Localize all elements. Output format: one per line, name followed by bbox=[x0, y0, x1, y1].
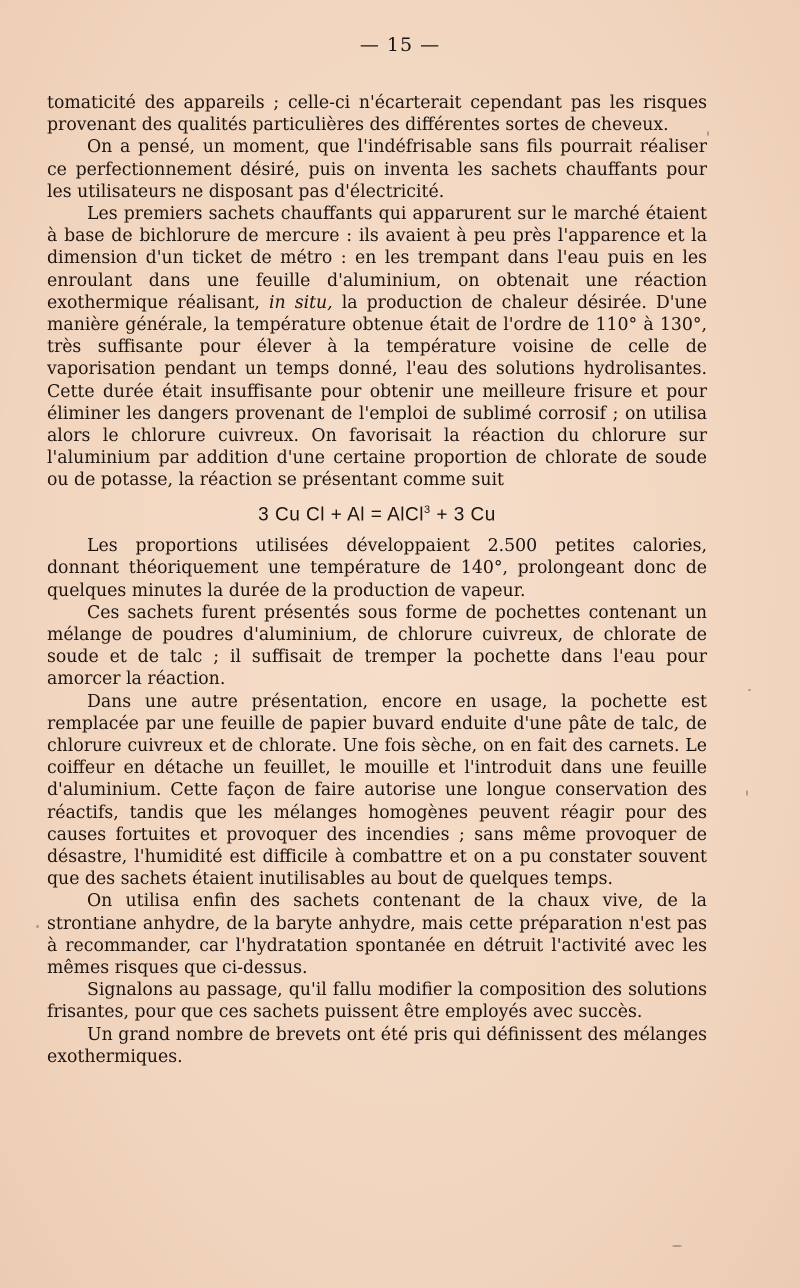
paragraph-pochettes: Ces sachets furent présentés sous forme de pochettes contenant un mélange de poudres d'aluminium, de chlorure cuivreux, de chlorate de soude et de talc ; il suffisait de tremper la pochette dans l'eau pour amorcer la réaction. bbox=[47, 602, 707, 690]
paragraph-text: Les premiers sachets chauffants qui apparurent sur le marché étaient à base de bichlorure de mercure : ils avaient à peu près l'apparence et la dimension d'un ticket de métro : en les trempant dans l'eau puis en les enroulant dans une feuille d'aluminium, on obtenait une réaction exothermique réalisant, bbox=[47, 204, 707, 313]
paper-speck bbox=[748, 689, 751, 691]
page-number: — 15 — bbox=[359, 34, 441, 56]
chemical-equation bbox=[47, 499, 707, 527]
equation-superscript: 3 bbox=[423, 503, 431, 516]
body-text bbox=[47, 92, 707, 1068]
paper-speck bbox=[707, 131, 709, 136]
equation-left: 3 Cu Cl + Al = AlCl bbox=[258, 503, 424, 525]
paper-speck bbox=[746, 790, 748, 796]
paragraph-signalons: Signalons au passage, qu'il fallu modifier la composition des solutions frisantes, pour que ces sachets puissent être employés avec succès. bbox=[47, 980, 707, 1023]
paragraph-premiers-sachets bbox=[47, 203, 707, 492]
italic-in-situ: in situ, bbox=[268, 292, 333, 313]
paragraph-proportions: Les proportions utilisées développaient 2.500 petites calories, donnant théoriquement une température de 140°, prolongeant donc de quelques minutes la durée de la production de vapeur. bbox=[47, 536, 707, 601]
paragraph-indefrisable: On a pensé, un moment, que l'indéfrisable sans fils pourrait réaliser ce perfectionnement désiré, puis on inventa les sachets chauffants pour les utilisateurs ne disposant pas d'électricité. bbox=[47, 137, 707, 202]
paragraph-continuation: tomaticité des appareils ; celle-ci n'écarterait cependant pas les risques provenant des qualités particulières des différentes sortes de cheveux. bbox=[47, 93, 707, 136]
paper-speck bbox=[672, 1245, 682, 1247]
paragraph-chaux-vive: On utilisa enfin des sachets contenant de la chaux vive, de la strontiane anhydre, de la baryte anhydre, mais cette préparation n'est pas à recommander, car l'hydratation spontanée en détruit l'activité avec les mêmes risques que ci-dessus. bbox=[47, 891, 707, 979]
paragraph-brevets: Un grand nombre de brevets ont été pris qui définissent des mélanges exothermiques. bbox=[47, 1024, 707, 1067]
paper-speck bbox=[36, 925, 39, 928]
paragraph-autre-presentation: Dans une autre présentation, encore en usage, la pochette est remplacée par une feuille de papier buvard enduite d'une pâte de talc, de chlorure cuivreux et de chlorate. Une fois sèche, on en fait des carnets. Le coiffeur en détache un feuillet, le mouille et l'introduit dans une feuille d'aluminium. Cette façon de faire autorise une longue conservation des réactifs, tandis que les mélanges homogènes peuvent réagir pour des causes fortuites et provoquer des incendies ; sans même provoquer de désastre, l'humidité est difficile à combattre et on a pu constater souvent que des sachets étaient inutilisables au bout de quelques temps. bbox=[47, 691, 707, 890]
equation-right: + 3 Cu bbox=[430, 503, 496, 525]
paragraph-text: la production de chaleur désirée. D'une manière générale, la température obtenue était de l'ordre de 110° à 130°, très suffisante pour élever à la température voisine de celle de vaporisation pendant un temps donné, l'eau des solutions hydrolisantes. Cette durée était insuffisante pour obtenir une meilleure frisure et pour éliminer les dangers provenant de l'emploi de sublimé corrosif ; on utilisa alors le chlorure cuivreux. On favorisait la réaction du chlorure sur l'aluminium par addition d'une certaine proportion de chlorate de soude ou de potasse, la réaction se présentant comme suit bbox=[47, 292, 707, 491]
